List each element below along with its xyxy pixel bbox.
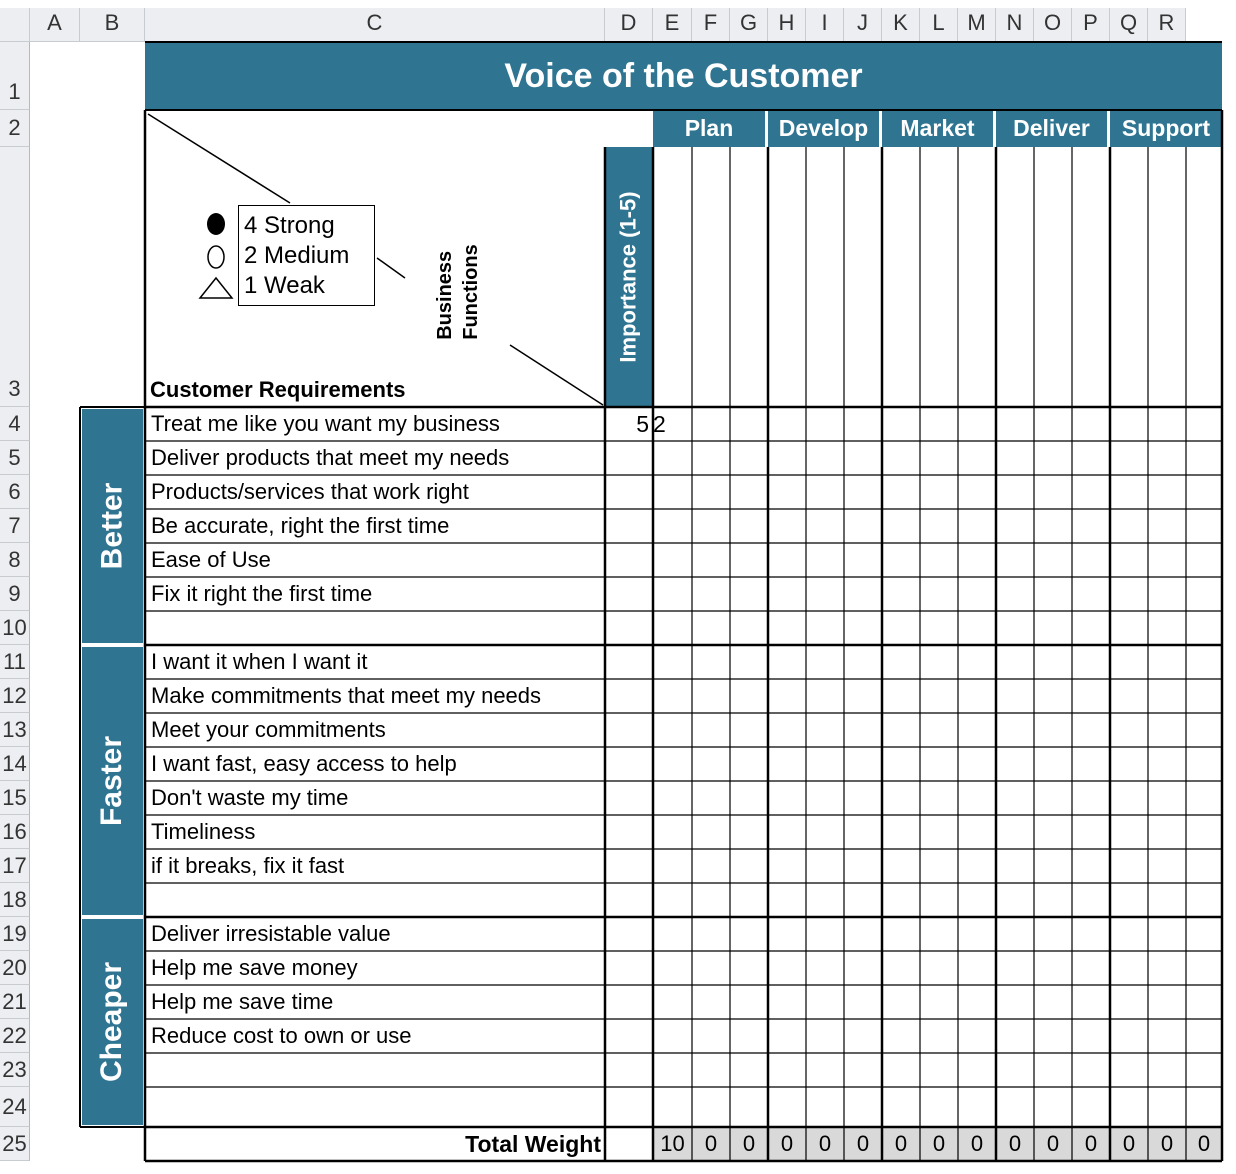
requirement-cell[interactable]: Products/services that work right [151, 479, 469, 504]
row-header-14[interactable] [0, 747, 30, 781]
row-number: 6 [8, 478, 21, 504]
legend-strong-label: 4 Strong [244, 212, 335, 239]
requirement-cell[interactable]: Be accurate, right the first time [151, 513, 450, 538]
requirement-cell[interactable]: Reduce cost to own or use [151, 1023, 412, 1048]
row-number: 18 [2, 886, 27, 912]
requirement-cell[interactable]: Help me save time [151, 989, 334, 1014]
legend-medium-label: 2 Medium [244, 242, 350, 269]
row-number: 7 [8, 512, 21, 538]
total-cell[interactable]: 0 [1148, 1127, 1186, 1161]
importance-label: Importance (1-5) [616, 191, 641, 363]
column-header-E[interactable]: E [653, 8, 692, 42]
row-number: 21 [2, 988, 27, 1014]
row-number: 5 [8, 444, 21, 470]
row-number: 16 [2, 818, 27, 844]
column-header-J[interactable]: J [844, 8, 882, 42]
total-cell[interactable]: 0 [882, 1127, 920, 1161]
row-number: 19 [2, 920, 27, 946]
row-number: 22 [2, 1022, 27, 1048]
total-cell[interactable]: 0 [1186, 1127, 1222, 1161]
row-header-6[interactable] [0, 475, 30, 509]
category-better [82, 409, 143, 643]
requirement-cell[interactable]: Fix it right the first time [151, 581, 373, 606]
business-functions-label [428, 228, 488, 356]
requirement-cell[interactable]: Ease of Use [151, 547, 271, 572]
open-circle-icon [208, 246, 224, 268]
row-header-20[interactable] [0, 951, 30, 985]
row-number: 13 [2, 716, 27, 742]
business-functions-line: Functions [460, 244, 483, 340]
category-label: Better [95, 482, 129, 570]
row-number: 20 [2, 954, 27, 980]
function-header-plan: Plan [653, 110, 768, 147]
total-cell[interactable]: 0 [806, 1127, 844, 1161]
requirement-cell[interactable]: Treat me like you want my business [151, 411, 500, 436]
row-header-12[interactable] [0, 679, 30, 713]
row-number: 9 [8, 580, 21, 606]
row-header-10[interactable] [0, 611, 30, 645]
row-header-24[interactable] [0, 1087, 30, 1127]
row-number: 15 [2, 784, 27, 810]
column-header-B[interactable]: B [80, 8, 145, 42]
row-header-11[interactable] [0, 645, 30, 679]
column-header-G[interactable]: G [730, 8, 768, 42]
diagonal-line [148, 114, 290, 203]
importance-header [605, 147, 653, 407]
plan-d-value[interactable]: 2 [653, 411, 666, 437]
business-functions-text [432, 244, 484, 340]
row-header-8[interactable] [0, 543, 30, 577]
total-cell[interactable]: 0 [1072, 1127, 1110, 1161]
total-cell[interactable]: 0 [920, 1127, 958, 1161]
total-cell[interactable]: 0 [1034, 1127, 1072, 1161]
column-header-L[interactable]: L [920, 8, 958, 42]
column-header-Q[interactable]: Q [1110, 8, 1148, 42]
legend-weak-label: 1 Weak [244, 272, 325, 299]
requirement-cell[interactable]: I want it when I want it [151, 649, 368, 674]
row-header-15[interactable] [0, 781, 30, 815]
row-number: 12 [2, 682, 27, 708]
row-header-7[interactable] [0, 509, 30, 543]
row-header-18[interactable] [0, 883, 30, 917]
row-number: 24 [2, 1093, 27, 1119]
function-header-support: Support [1110, 110, 1222, 147]
total-cell[interactable]: 0 [996, 1127, 1034, 1161]
total-weight-label: Total Weight [465, 1131, 601, 1157]
total-cell[interactable]: 0 [958, 1127, 996, 1161]
column-header-I[interactable]: I [806, 8, 844, 42]
column-header-N[interactable]: N [996, 8, 1034, 42]
requirement-cell[interactable]: Don't waste my time [151, 785, 349, 810]
row-header-5[interactable] [0, 441, 30, 475]
row-number: 23 [2, 1056, 27, 1082]
row-number: 3 [8, 376, 21, 401]
column-header-R[interactable]: R [1148, 8, 1186, 42]
requirement-cell[interactable] [145, 1053, 605, 1087]
row-header-17[interactable] [0, 849, 30, 883]
row-header-16[interactable] [0, 815, 30, 849]
column-header-O[interactable]: O [1034, 8, 1072, 42]
row-number: 1 [8, 79, 21, 104]
row-number: 14 [2, 750, 27, 776]
business-functions-line: Business [434, 250, 457, 340]
requirement-cell[interactable]: Deliver irresistable value [151, 921, 391, 946]
column-header-P[interactable]: P [1072, 8, 1110, 42]
category-label: Faster [95, 735, 129, 827]
select-all-corner[interactable] [0, 8, 30, 42]
function-header-develop: Develop [768, 110, 882, 147]
row-number: 8 [8, 546, 21, 572]
requirement-cell[interactable]: Help me save money [151, 955, 358, 980]
total-cell[interactable]: 10 [653, 1127, 692, 1161]
row-header-22[interactable] [0, 1019, 30, 1053]
row-header-19[interactable] [0, 917, 30, 951]
row-number: 10 [2, 614, 27, 640]
requirement-cell[interactable]: if it breaks, fix it fast [151, 853, 345, 878]
column-header-H[interactable]: H [768, 8, 806, 42]
total-cell[interactable]: 0 [692, 1127, 730, 1161]
row-header-13[interactable] [0, 713, 30, 747]
row-header-4[interactable] [0, 407, 30, 441]
total-cell[interactable]: 0 [844, 1127, 882, 1161]
row-number: 2 [8, 115, 21, 140]
row-number: 4 [8, 410, 21, 436]
column-header-C[interactable]: C [145, 8, 605, 42]
requirement-cell[interactable]: I want fast, easy access to help [151, 751, 457, 776]
category-cheaper [82, 919, 143, 1125]
row-number: 25 [2, 1130, 27, 1156]
total-cell[interactable]: 0 [768, 1127, 806, 1161]
category-faster [82, 647, 143, 915]
row-header-2[interactable] [0, 110, 30, 147]
filled-circle-icon [207, 213, 225, 235]
requirement-cell[interactable]: Timeliness [151, 819, 256, 844]
triangle-icon [200, 278, 232, 298]
column-header-K[interactable]: K [882, 8, 920, 42]
total-cell[interactable]: 0 [730, 1127, 768, 1161]
row-header-9[interactable] [0, 577, 30, 611]
column-header-M[interactable]: M [958, 8, 996, 42]
row-number: 11 [3, 648, 26, 674]
requirement-cell[interactable] [145, 611, 605, 645]
requirement-cell[interactable]: Deliver products that meet my needs [151, 445, 510, 470]
importance-value[interactable]: 5 [636, 411, 649, 437]
row-header-1[interactable] [0, 42, 30, 110]
function-header-deliver: Deliver [996, 110, 1110, 147]
category-label: Cheaper [95, 961, 129, 1083]
requirement-cell[interactable] [145, 1087, 605, 1127]
requirement-cell[interactable]: Make commitments that meet my needs [151, 683, 542, 708]
column-header-D[interactable]: D [605, 8, 653, 42]
row-header-21[interactable] [0, 985, 30, 1019]
row-header-25[interactable] [0, 1127, 30, 1161]
requirement-cell[interactable] [145, 883, 605, 917]
row-header-3[interactable] [0, 147, 30, 407]
diagonal-line [377, 258, 405, 278]
total-cell[interactable]: 0 [1110, 1127, 1148, 1161]
customer-requirements-label: Customer Requirements [150, 377, 406, 402]
function-header-market: Market [882, 110, 996, 147]
row-header-23[interactable] [0, 1053, 30, 1087]
column-header-F[interactable]: F [692, 8, 730, 42]
sheet-title: Voice of the Customer [145, 42, 1222, 110]
column-header-A[interactable]: A [30, 8, 80, 42]
row-number: 17 [2, 852, 27, 878]
requirement-cell[interactable]: Meet your commitments [151, 717, 386, 742]
